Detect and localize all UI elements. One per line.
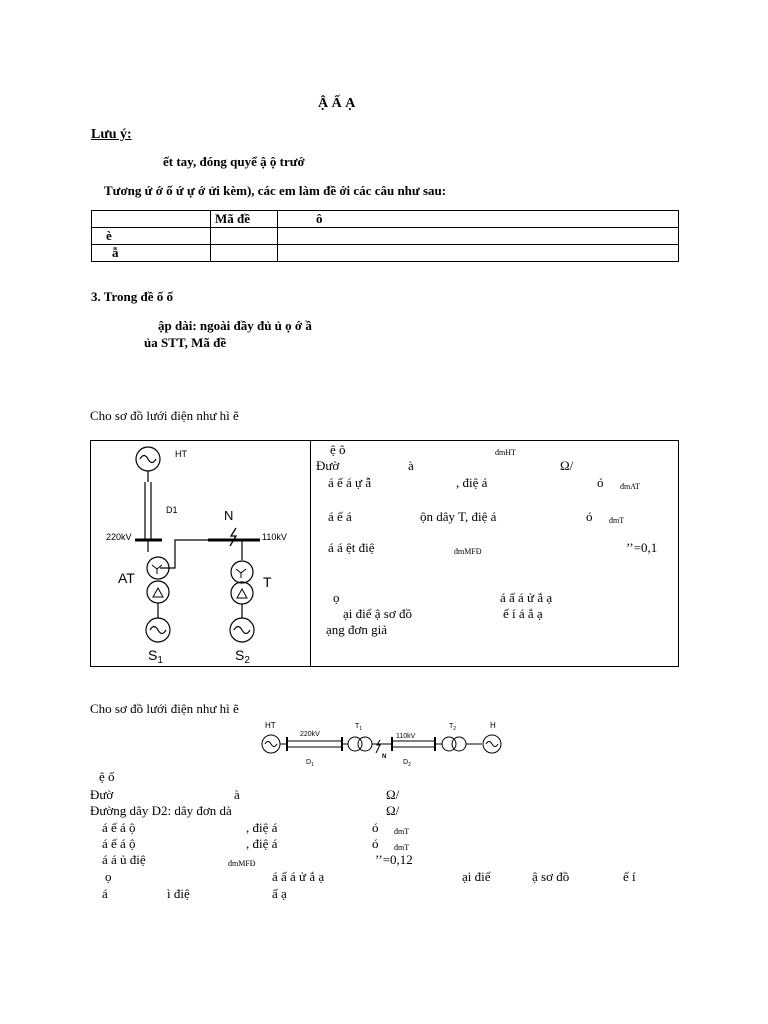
h-label: H (490, 721, 496, 730)
s2-label: $S_2$ (235, 647, 250, 666)
p2-line-8b: ì điệ (167, 886, 190, 901)
p1-param-6a: ọ (333, 590, 340, 605)
fault-n2-label: N (382, 754, 387, 760)
p1-param-5a: á á ệt điệ (328, 540, 375, 555)
network-diagram-1 (90, 440, 310, 667)
p2-line-7e: ế í (623, 869, 636, 884)
table-row (92, 228, 679, 245)
p1-param-5b: đmMFĐ (454, 547, 482, 556)
p2-line-3b: Ω/ (386, 803, 400, 818)
table-cell (278, 245, 679, 262)
fault-arrow-icon (230, 528, 236, 546)
section-3-line-1: ập dài: ngoài đầy đủ ủ ọ ớ ầ (158, 318, 312, 333)
fault-arrow-2-icon (376, 740, 380, 753)
p1-param-3d: đmAT (620, 482, 640, 491)
table-header-cell (92, 211, 211, 228)
p1-param-3b: , điệ á (456, 475, 488, 490)
note-line-2: Tương ứ ớ ố ứ ự ớ ửi kèm), các em làm đề ới các câu như sau: (104, 183, 447, 198)
table-cell (278, 228, 679, 245)
p2-line-8a: á (102, 886, 108, 901)
p1-param-2b: à (408, 458, 414, 473)
network-diagram-2 (255, 716, 510, 770)
p2-line-3a: Đường dây D2: dây đơn dà (90, 803, 232, 818)
figure-divider (310, 440, 311, 667)
table-cell: è (92, 228, 211, 245)
p2-line-2c: Ω/ (386, 787, 400, 802)
section-3-line-2: ủa STT, Mã đề (144, 335, 227, 350)
p1-param-5c: ’’=0,1 (626, 540, 658, 555)
d2-2-label: $D_2$ (403, 759, 411, 768)
p1-param-2a: Đườ (316, 458, 340, 473)
p1-param-4c: ó (586, 509, 593, 524)
p1-param-8: ạng đơn giả (326, 622, 388, 637)
p1-param-4a: á ế á (328, 509, 352, 524)
t1-label: $T_1$ (355, 723, 363, 732)
p2-line-4d: đmT (394, 827, 410, 836)
p1-param-7b: ế í á ắ ạ (503, 606, 543, 621)
p2-line-4a: á ế á ộ (102, 820, 136, 835)
info-table (91, 210, 679, 262)
p2-line-6c: ’’=0,12 (375, 852, 413, 867)
v110-2-label: 110kV (396, 733, 416, 740)
p2-line-8c: ấ ạ (272, 886, 287, 901)
p2-line-7b: á ấ á ử ắ ạ (272, 869, 325, 884)
p1-param-2c: Ω/ (560, 458, 574, 473)
table-header-cell: Mã đề (211, 211, 278, 228)
table-header-row (92, 211, 679, 228)
v220-2-label: 220kV (300, 731, 320, 738)
ht2-label: HT (265, 721, 276, 730)
v220-label: 220kV (106, 532, 132, 542)
p1-param-4d: đmT (609, 516, 625, 525)
problem-2-intro: Cho sơ đồ lưới điện như hì ẽ (90, 701, 239, 716)
fault-n-label: N (224, 508, 234, 523)
p2-line-5b: , điệ á (246, 836, 278, 851)
problem-1-intro: Cho sơ đồ lưới điện như hì ẽ (90, 408, 239, 423)
p2-line-6a: á á ủ điệ (102, 852, 146, 867)
note-line-1: ết tay, đóng quyể ậ ộ trướ (163, 154, 305, 169)
table-cell (211, 228, 278, 245)
p1-param-7a: ại điể ậ sơ đồ (343, 606, 412, 621)
s1-label: $S_1$ (148, 647, 163, 666)
at-label: AT (118, 570, 135, 586)
section-3-title: 3. Trong đề ố ố (91, 289, 173, 304)
t-label: T (263, 574, 272, 590)
p2-line-7c: ại điể (462, 869, 491, 884)
p2-line-5c: ó (372, 836, 379, 851)
table-header-cell: ô (278, 211, 679, 228)
p2-line-2b: à (234, 787, 240, 802)
p2-line-4c: ó (372, 820, 379, 835)
table-cell (211, 245, 278, 262)
table-cell: ẫ (92, 245, 211, 262)
table-row (92, 245, 679, 262)
page-title: Ậ Ấ Ạ (318, 96, 356, 111)
note-label: Lưu ý: (91, 127, 132, 142)
p1-param-4b: ộn dây T, điệ á (420, 509, 497, 524)
p1-param-6b: á ấ á ử ắ ạ (500, 590, 553, 605)
p1-param-1a: ệ ô (330, 442, 346, 457)
v110-label: 110kV (262, 532, 287, 542)
p1-param-3a: á ế á ự ẫ (328, 475, 372, 490)
p2-line-5a: á ế á ộ (102, 836, 136, 851)
ht-label: HT (175, 449, 187, 459)
p2-line-2a: Đườ (90, 787, 114, 802)
t2-label: $T_2$ (449, 723, 457, 732)
p1-param-1b: đmHT (495, 448, 516, 457)
p2-line-7d: ậ sơ đồ (532, 869, 570, 884)
p2-line-4b: , điệ á (246, 820, 278, 835)
p1-param-3c: ó (597, 475, 604, 490)
p2-line-1: ệ ố (99, 769, 115, 784)
p2-line-7a: ọ (105, 869, 112, 884)
d1-2-label: $D_1$ (306, 759, 314, 768)
p2-line-6b: đmMFĐ (228, 859, 256, 868)
d1-label: D1 (166, 505, 178, 515)
p2-line-5d: đmT (394, 843, 410, 852)
